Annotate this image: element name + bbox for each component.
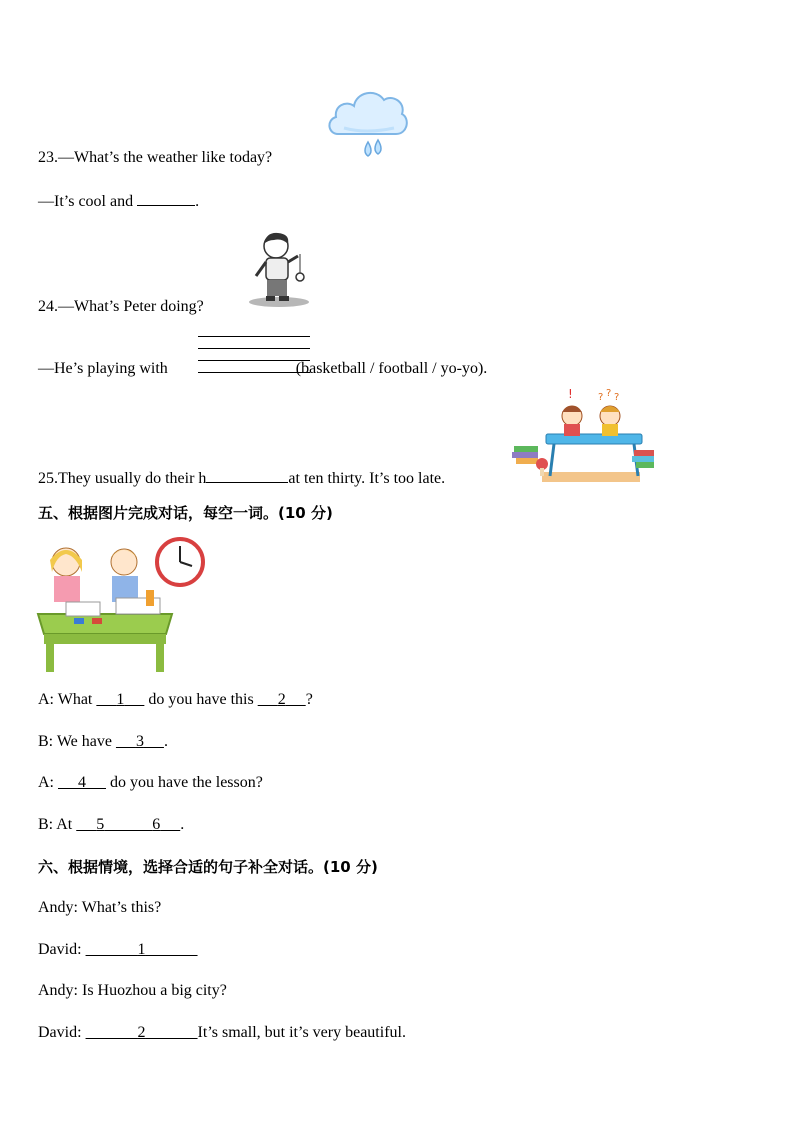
q23-answer-prefix: —It’s cool and [38, 193, 138, 210]
s5-line1-b: do you have this [144, 691, 258, 708]
s5-line2-a: B: We have [38, 733, 116, 750]
s6-line2-a: David: [38, 941, 86, 958]
q25-prefix: 25.They usually do their h [38, 470, 207, 487]
section6-heading: 六、根据情境，选择合适的句子补全对话。(10 分) [38, 858, 378, 876]
s5-line4-a: B: At [38, 816, 77, 833]
writing-line-1[interactable] [198, 336, 310, 337]
s5-blank6-num: 6 [152, 816, 161, 833]
s5-blank5[interactable] [76, 816, 152, 833]
s5-line3-a: A: [38, 774, 58, 791]
kids-drawing-clock-illustration [36, 536, 208, 676]
s5-line3 [38, 773, 263, 793]
svg-text:!: ! [568, 388, 573, 401]
q24-answer [38, 359, 487, 379]
s5-line4-b: . [180, 816, 185, 833]
s5-blank6[interactable] [152, 816, 180, 833]
s5-blank1[interactable] [96, 691, 144, 708]
s6-line4-b: It’s small, but it’s very beautiful. [197, 1024, 406, 1041]
kids-homework-illustration [506, 388, 658, 486]
s5-blank4[interactable] [58, 774, 106, 791]
s6-line3: Andy: Is Huozhou a big city? [38, 982, 227, 999]
s6-blank1[interactable] [86, 941, 198, 958]
s5-line2-b: . [163, 733, 168, 750]
q25-blank[interactable] [206, 468, 288, 483]
q24-options: (basketball / football / yo-yo). [295, 360, 488, 377]
q25-line [38, 468, 445, 489]
s6-blank1-num: 1 [137, 941, 146, 958]
s5-blank1-num: 1 [116, 691, 125, 708]
s5-line4 [38, 815, 184, 835]
s6-blank2-num: 2 [137, 1024, 146, 1041]
s5-line1-a: A: What [38, 691, 97, 708]
writing-line-2[interactable] [198, 348, 310, 349]
s5-line3-b: do you have the lesson? [106, 774, 263, 791]
s5-line2 [38, 732, 168, 752]
svg-text:?: ? [598, 392, 604, 403]
q23-answer [38, 191, 199, 212]
q25-suffix: at ten thirty. It’s too late. [288, 470, 446, 487]
section5-heading: 五、根据图片完成对话，每空一词。(10 分) [38, 504, 333, 522]
s6-line4 [38, 1023, 406, 1043]
q23-question: 23.—What’s the weather like today? [38, 149, 273, 166]
s5-blank2[interactable] [258, 691, 306, 708]
svg-text:?: ? [606, 388, 612, 399]
s5-blank2-num: 2 [277, 691, 286, 708]
s6-line4-a: David: [38, 1024, 86, 1041]
s5-blank3[interactable] [116, 733, 164, 750]
q24-question: 24.—What’s Peter doing? [38, 298, 204, 315]
svg-text:?: ? [614, 392, 620, 403]
s6-line2 [38, 940, 198, 960]
q23-answer-suffix: . [195, 193, 200, 210]
s5-blank4-num: 4 [78, 774, 86, 791]
s5-line1 [38, 690, 313, 710]
q23-answer-blank[interactable] [137, 191, 195, 206]
s5-line1-c: ? [305, 691, 313, 708]
q24-answer-prefix: —He’s playing with [38, 360, 172, 377]
s6-blank2[interactable] [86, 1024, 198, 1041]
rain-cloud-icon [326, 84, 410, 166]
boy-yoyo-illustration [244, 228, 314, 310]
s5-blank3-num: 3 [135, 733, 144, 750]
s5-blank5-num: 5 [96, 816, 105, 833]
s6-line1: Andy: What’s this? [38, 899, 162, 916]
